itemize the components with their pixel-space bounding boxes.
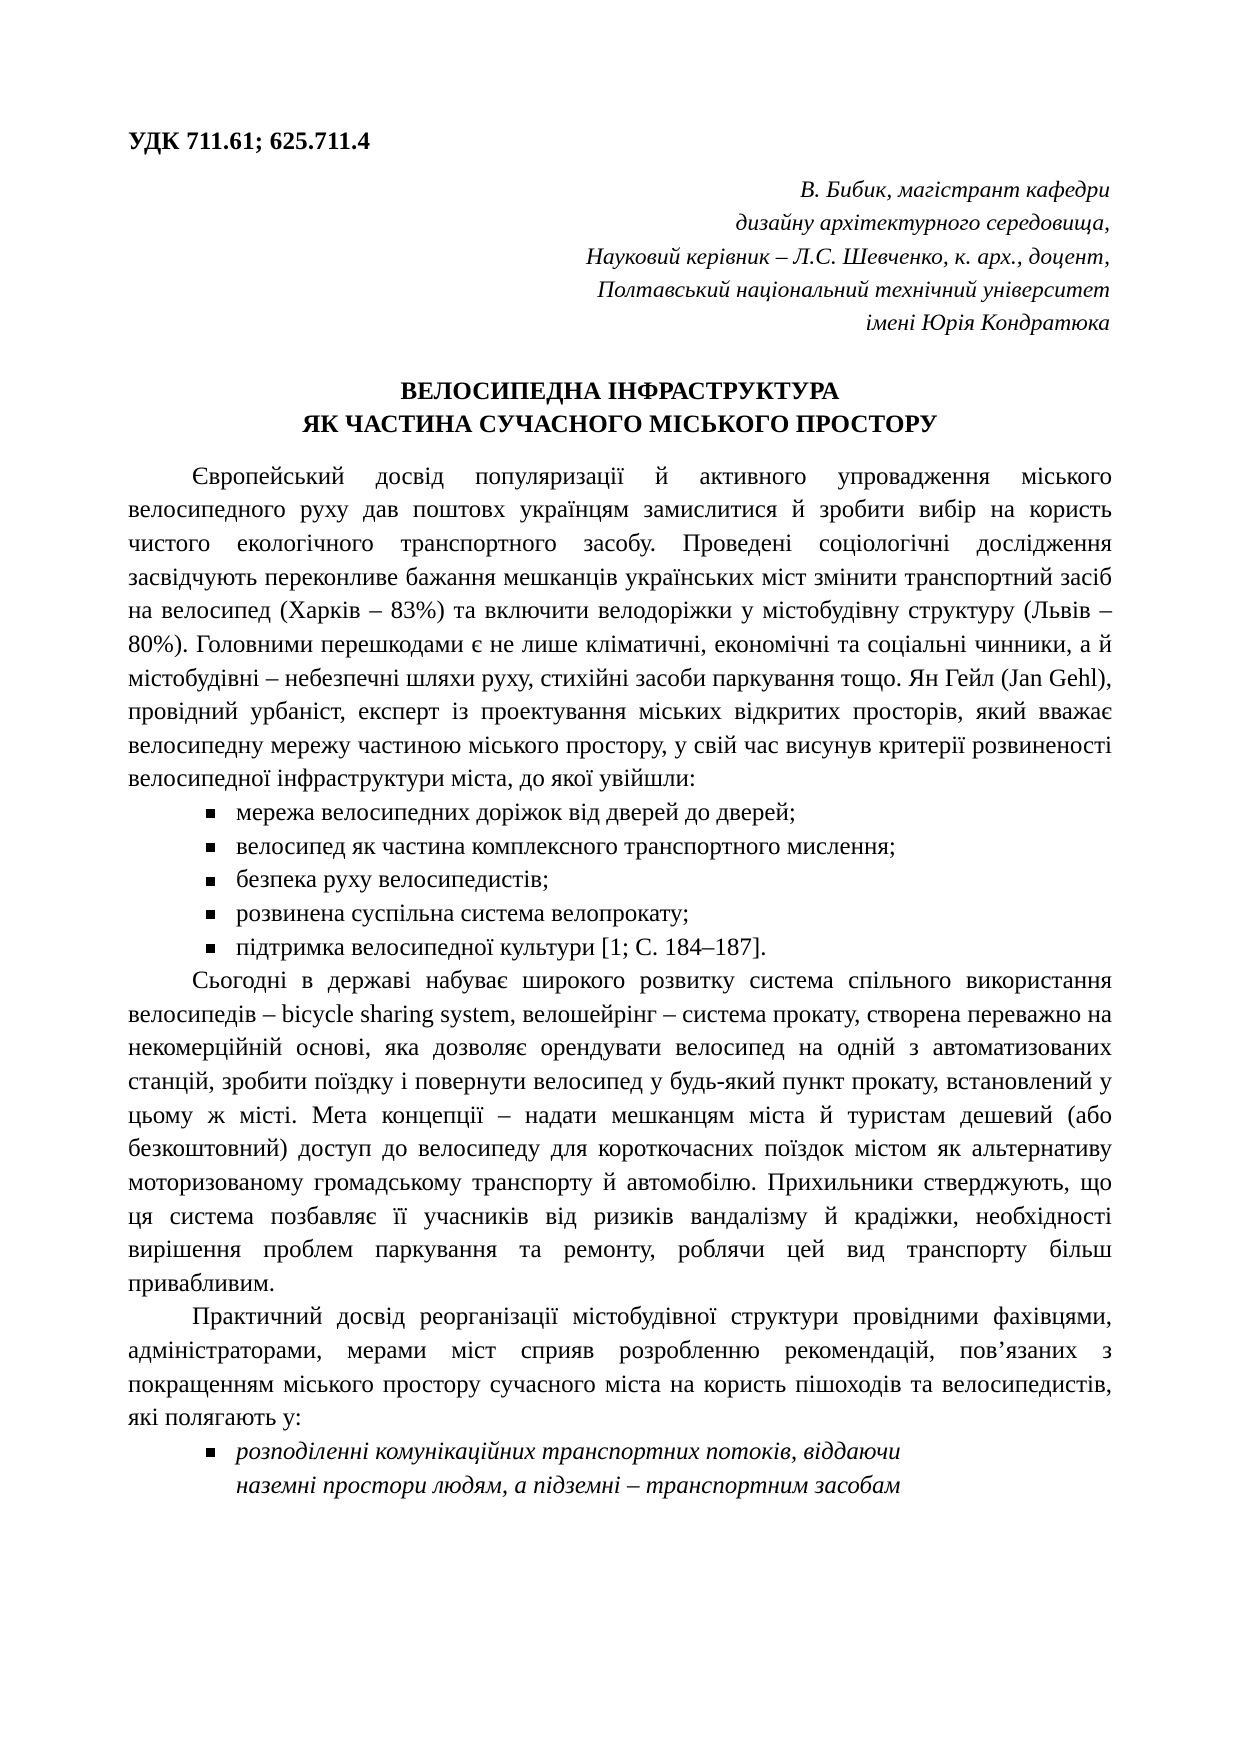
list-item	[128, 796, 1112, 830]
list-item	[128, 897, 1112, 931]
recommendations-list	[128, 1435, 1112, 1469]
square-bullet-icon	[206, 843, 215, 852]
author-line-1: В. Бибик, магістрант кафедри	[800, 177, 1110, 203]
author-line-3: Науковий керівник – Л.С. Шевченко, к. арх., доцент,	[585, 243, 1110, 270]
paragraph-bikesharing: Сьогодні в державі набуває широкого розвитку система спільного використання велосипедів – bicycle sharing system, велошейрінг – система прокату, створена переважно на некомерційній основі, яка дозволяє орендувати велосипед на одній з автоматизованих станцій, зробити поїздку і повернути велосипед у будь-який пункт прокату, встановлений у цьому ж місті. Мета концепції – надати мешканцям міста й туристам дешевий (або безкоштовний) доступ до велосипеду для короткочасних поїздок містом як альтернативу моторизованому громадському транспорту й автомобілю. Прихильники стверджують, що ця система позбавляє її учасників від ризиків вандалізму й крадіжки, необхідності вирішення проблем паркування та ремонту, роблячи цей вид транспорту більш привабливим.	[128, 967, 1112, 1297]
title-line-1: ВЕЛОСИПЕДНА ІНФРАСТРУКТУРА	[400, 377, 840, 405]
paragraph-intro: Європейський досвід популяризації й активного упровадження міського велосипедного руху дав поштовх українцям замислитися й зробити вибір на користь чистого екологічного транспортного засобу. Проведені соціологічні дослідження засвідчують переконливе бажання мешканців українських міст змінити транспортний засіб на велосипед (Харків – 83%) та включити велодоріжки у містобудівну структуру (Львів – 80%). Головними перешкодами є не лише кліматичні, економічні та соціальні чинники, а й містобудівні – небезпечні шляхи руху, стихійні засоби паркування тощо. Ян Гейл (Jan Gehl), провідний урбаніст, експерт із проектування міських відкритих просторів, який вважає велосипедну мережу частиною міського простору, у свій час висунув критерії розвиненості велосипедної інфраструктури міста, до якої увійшли:	[128, 462, 1112, 793]
square-bullet-icon	[206, 809, 215, 818]
author-affiliation-block	[128, 174, 1112, 341]
square-bullet-icon	[206, 1448, 215, 1457]
square-bullet-icon	[206, 877, 215, 886]
list-item	[128, 830, 1112, 864]
list-item	[128, 1435, 1112, 1469]
square-bullet-icon	[206, 910, 215, 919]
list-item	[128, 863, 1112, 897]
author-line-4: Полтавський національний технічний університет	[597, 277, 1110, 304]
page-title	[128, 375, 1112, 442]
list-item-label: безпека руху велосипедистів;	[236, 866, 550, 894]
author-line-5: імені Юрія Кондратюка	[865, 310, 1110, 337]
list-item-label: мережа велосипедних доріжок від дверей до дверей;	[236, 799, 796, 827]
author-line-2: дизайну архітектурного середовища,	[735, 210, 1110, 237]
paragraph-practice: Практичний досвід реорганізації містобудівної структури провідними фахівцями, адміністраторами, мерами міст сприяв розробленню рекомендацій, пов’язаних з покращенням міського простору сучасного міста на користь пішоходів та велосипедистів, які полягають у:	[128, 1303, 1112, 1432]
list-item	[128, 931, 1112, 965]
list-item-label: розвинена суспільна система велопрокату;	[236, 899, 690, 927]
recommendations-list-item-continuation: наземні простори людям, а підземні – транспортним засобам	[236, 1471, 901, 1499]
square-bullet-icon	[206, 944, 215, 953]
list-item-label: підтримка велосипедної культури [1; С. 184–187].	[236, 933, 767, 961]
criteria-list	[128, 796, 1112, 964]
list-item-label: розподіленні комунікаційних транспортних потоків, віддаючи	[236, 1437, 901, 1465]
list-item-label: велосипед як частина комплексного транспортного мислення;	[236, 832, 896, 860]
title-line-2: ЯК ЧАСТИНА СУЧАСНОГО МІСЬКОГО ПРОСТОРУ	[302, 411, 938, 439]
udc-code: УДК 711.61; 625.711.4	[128, 128, 371, 155]
